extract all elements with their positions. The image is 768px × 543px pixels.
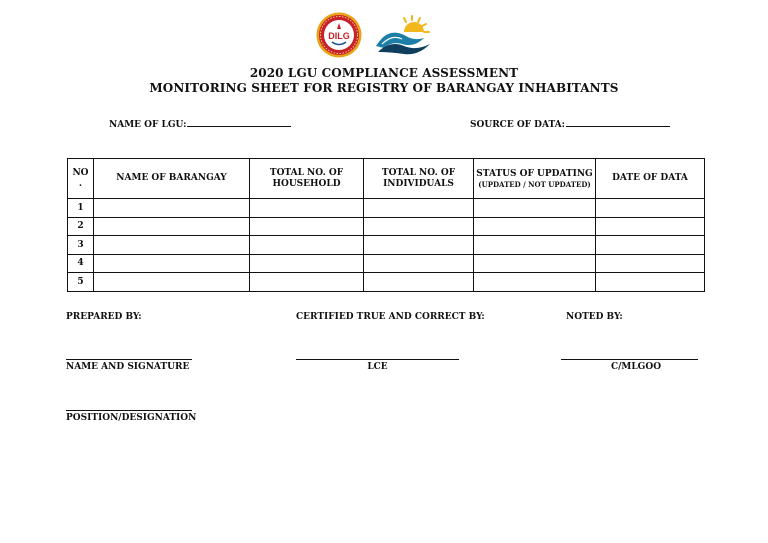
lgu-fill-line	[187, 118, 291, 127]
document-title: 2020 LGU COMPLIANCE ASSESSMENT	[249, 66, 519, 80]
header-no-label: NO	[72, 167, 89, 178]
row-number: 2	[68, 217, 94, 236]
header-household-line2: HOUSEHOLD	[272, 178, 341, 189]
row-number: 3	[68, 236, 94, 255]
individuals-cell[interactable]	[364, 236, 474, 255]
header-status-line1: STATUS OF UPDATING	[476, 168, 593, 179]
prepared-by-label: PREPARED BY:	[66, 312, 142, 322]
header-individuals-line1: TOTAL NO. OF	[381, 167, 456, 178]
row-number: 5	[68, 273, 94, 292]
source-fill-line	[566, 118, 670, 127]
header-date: DATE OF DATA	[596, 159, 705, 199]
table-row	[68, 254, 705, 273]
status-cell[interactable]	[474, 236, 596, 255]
header-logos	[316, 12, 440, 58]
household-cell[interactable]	[250, 217, 364, 236]
noted-signature-line	[561, 359, 698, 360]
date-cell[interactable]	[596, 273, 705, 292]
status-cell[interactable]	[474, 217, 596, 236]
table-row	[68, 199, 705, 218]
position-line	[66, 410, 192, 411]
table-row	[68, 217, 705, 236]
header-household-line1: TOTAL NO. OF	[269, 167, 344, 178]
barangay-cell[interactable]	[94, 273, 250, 292]
certified-signature-line	[296, 359, 459, 360]
barangay-cell[interactable]	[94, 236, 250, 255]
household-cell[interactable]	[250, 236, 364, 255]
header-no	[68, 159, 94, 199]
individuals-cell[interactable]	[364, 217, 474, 236]
barangay-table	[67, 158, 705, 292]
header-status	[474, 159, 596, 199]
barangay-cell[interactable]	[94, 199, 250, 218]
date-cell[interactable]	[596, 217, 705, 236]
position-designation-label: POSITION/DESIGNATION	[66, 413, 197, 423]
lce-label: LCE	[367, 362, 388, 372]
source-field	[470, 118, 670, 130]
wave-sun-logo-icon	[374, 14, 436, 56]
table-header-row	[68, 159, 705, 199]
dilg-logo-text: DILG	[328, 31, 350, 41]
date-cell[interactable]	[596, 199, 705, 218]
row-number: 1	[68, 199, 94, 218]
header-individuals	[364, 159, 474, 199]
date-cell[interactable]	[596, 254, 705, 273]
row-number: 4	[68, 254, 94, 273]
barangay-cell[interactable]	[94, 254, 250, 273]
household-cell[interactable]	[250, 254, 364, 273]
cmlgoo-label: C/MLGOO	[610, 362, 662, 372]
table-row	[68, 273, 705, 292]
header-household	[250, 159, 364, 199]
status-cell[interactable]	[474, 254, 596, 273]
header-barangay: NAME OF BARANGAY	[94, 159, 250, 199]
lgu-field	[109, 118, 291, 130]
individuals-cell[interactable]	[364, 199, 474, 218]
barangay-cell[interactable]	[94, 217, 250, 236]
date-cell[interactable]	[596, 236, 705, 255]
status-cell[interactable]	[474, 273, 596, 292]
document-subtitle: MONITORING SHEET FOR REGISTRY OF BARANGAY INHABITANTS	[149, 81, 619, 95]
header-no-dot: .	[78, 178, 83, 189]
household-cell[interactable]	[250, 199, 364, 218]
household-cell[interactable]	[250, 273, 364, 292]
table-row	[68, 236, 705, 255]
individuals-cell[interactable]	[364, 273, 474, 292]
source-label: SOURCE OF DATA:	[470, 120, 565, 130]
individuals-cell[interactable]	[364, 254, 474, 273]
certified-by-label: CERTIFIED TRUE AND CORRECT BY:	[296, 312, 485, 322]
header-status-line2: (UPDATED / NOT UPDATED)	[478, 179, 591, 189]
header-individuals-line2: INDIVIDUALS	[383, 178, 454, 189]
name-and-signature-label: NAME AND SIGNATURE	[66, 362, 190, 372]
dilg-seal-icon	[316, 12, 362, 58]
noted-by-label: NOTED BY:	[566, 312, 623, 322]
prepared-signature-line	[66, 359, 192, 360]
lgu-label: NAME OF LGU:	[109, 120, 187, 130]
status-cell[interactable]	[474, 199, 596, 218]
